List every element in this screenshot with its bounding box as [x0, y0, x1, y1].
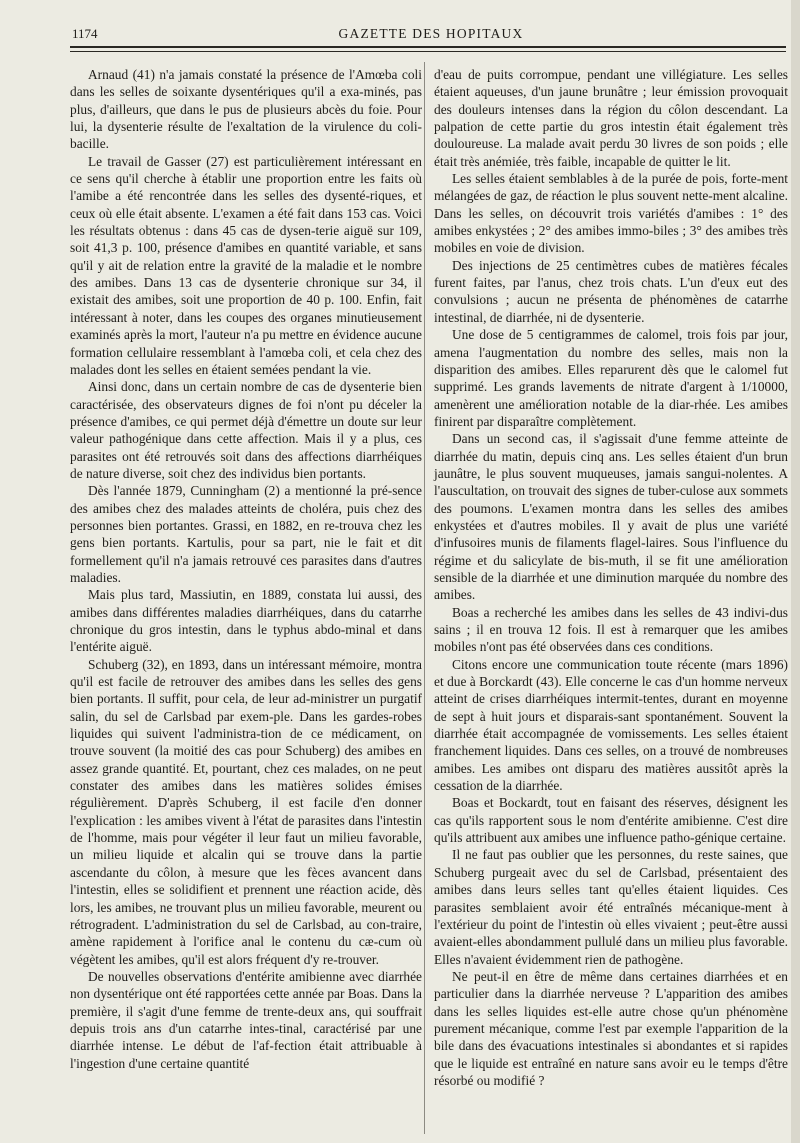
paragraph: Schuberg (32), en 1893, dans un intéressant mémoire, montra qu'il est facile de retrouver des amibes dans les selles des gens bien portants. Il suffit, pour cela, de leur ad-ministrer un purgatif salin, du sel de Carlsbad par exem-ple. Dans les gardes-robes liquides qui suivent l'administra-tion de ce médicament, on trouve souvent (la moitié des cas pour Schuberg) des amibes en assez grande quantité. Et, pourtant, chez ces malades, on ne peut constater des amibes dans les matières solides émises régulièrement. D'après Schuberg, il est facile d'en donner l'explication : les amibes vivent à l'état de parasites dans l'intestin de l'homme, mais pour végéter il leur faut un milieu favorable, un milieu liquide et alcalin qui se trouve dans la partie ascendante du côlon, à mesure que les fèces avancent dans l'intestin, elles se solidifient et prennent une réaction acide, dès lors, les amibes, ne trouvant plus un milieu favorable, meurent ou rétrogradent. L'administration du sel de Carlsbad, au con-traire, amène rapidement à l'orifice anal le contenu du cæ-cum où végètent les amibes, qu'il est alors fréquent d'y re-trouver.: [70, 656, 422, 967]
paragraph: Mais plus tard, Massiutin, en 1889, constata lui aussi, des amibes dans différentes maladies diarrhéiques, dans du catarrhe chronique du gros intestin, dans le typhus abdo-minal et dans l'entérite aiguë.: [70, 587, 422, 655]
paragraph: Dans un second cas, il s'agissait d'une femme atteinte de diarrhée du matin, depuis cinq ans. Les selles étaient d'un brun jaunâtre, le plus souvent muqueuses, jamais sangui-nolentes. A l'auscultation, on trouvait des signes de tuber-culose aux sommets des poumons. L'examen montra dans les selles des amibes enkystées et d'autres mobiles. Il y avait de plus une variété d'infusoires munis de filaments flagel-laires. Sous l'influence du régime et du salicylate de bis-muth, il se fit une amélioration sensible de la diarrhée et une diminution marquée du nombre des amibes.: [434, 431, 788, 603]
running-head: GAZETTE DES HOPITAUX: [338, 26, 524, 41]
paragraph: Boas a recherché les amibes dans les selles de 43 indivi-dus sains ; il en trouva 12 fois. Il est à remarquer que les amibes mobiles n'ont pas été observées dans ces conditions.: [434, 604, 788, 655]
paragraph: Les selles étaient semblables à de la purée de pois, forte-ment mélangées de gaz, de réaction le plus souvent nette-ment alcaline. Dans les selles, on découvrit trois variétés d'amibes : 1° des amibes enkystées ; 2° des amibes immo-biles ; 3° des amibes très mobiles en voie de division.: [434, 171, 788, 256]
paragraph: Ne peut-il en être de même dans certaines diarrhées et en particulier dans la diarrhée nerveuse ? L'apparition des amibes dans les selles liquides est-elle autre chose qu'un phénomène purement mécanique, comme l'est par exemple l'apparition de la bile dans des évacuations intestinales si abondantes et si rapides que le liquide est entraîné en nature sans avoir eu le temps d'être résorbé ou modifié ?: [434, 968, 788, 1088]
left-column: [70, 66, 422, 1072]
paragraph: Des injections de 25 centimètres cubes de matières fécales furent faites, par l'anus, chez trois chats. L'un d'eux eut des convulsions ; aucun ne présenta de phénomènes de catarrhe intestinal, de diarrhée, ni de dysenterie.: [434, 257, 788, 325]
header-rule-thick: [70, 46, 786, 48]
column-divider: [424, 62, 425, 1134]
paragraph: Ainsi donc, dans un certain nombre de cas de dysenterie bien caractérisée, des observateurs dignes de foi n'ont pu déceler la présence d'amibes, ce qui permet déjà d'émettre un doute sur leur valeur pathogénique dans cette affection. Mais il y a plus, ces parasites ont été retrouvés soit dans des affections diarrhéiques de nature diverse, soit chez des individus bien portants.: [70, 379, 422, 481]
page-number: 1174: [72, 26, 98, 41]
paragraph: Citons encore une communication toute récente (mars 1896) et due à Borckardt (43). Elle concerne le cas d'un homme nerveux atteint de crises diarrhéiques intermit-tentes, durant en moyenne de sept à huit jours et disparais-sant spontanément. Souvent la diarrhée était accompagnée de vomissements. Les selles étaient franchement liquides. Dans ces selles, on a trouvé de nombreuses amibes. Les amibes ont disparu des matières aussitôt après la cessation de la diarrhée.: [434, 656, 788, 794]
paragraph: Il ne faut pas oublier que les personnes, du reste saines, que Schuberg purgeait avec du sel de Carlsbad, présentaient des amibes dans leurs selles tant qu'elles étaient liquides. Ces parasites semblaient avoir été entraînés mécanique-ment à l'extérieur du point de l'intestin où elles vivaient ; peut-être aussi avaient-elles abondamment pullulé dans un milieu plus favorable. Elles n'avaient évidemment rien de pathogène.: [434, 847, 788, 967]
paragraph: De nouvelles observations d'entérite amibienne avec diarrhée non dysentérique ont été rapportées cette année par Boas. Dans la première, il s'agit d'une femme de trente-deux ans, qui souffrait depuis trois ans d'un catarrhe intes-tinal, caractérisé par une diarrhée intense. Le début de l'af-fection était attribuable à l'ingestion d'une certaine quantité: [70, 968, 422, 1071]
page-header: [70, 22, 792, 44]
paragraph: Dès l'année 1879, Cunningham (2) a mentionné la pré-sence des amibes chez des malades atteints de choléra, puis chez des personnes bien portantes. Grassi, en 1882, en re-trouva chez les gens bien portants. Kartulis, pour sa part, nie le fait et dit formellement qu'il n'a jamais retrouvé ces parasites dans d'autres maladies.: [70, 483, 422, 585]
paragraph: d'eau de puits corrompue, pendant une villégiature. Les selles étaient aqueuses, d'un jaune brunâtre ; leur émission provoquait des douleurs intenses dans la région du côlon descendant. La palpation de cette partie du gros intestin était également très douloureuse. La malade avait perdu 30 livres de son poids ; elle était très anémiée, très faible, incapable de quitter le lit.: [434, 67, 788, 169]
right-column: [434, 66, 788, 1089]
header-rule-thin: [70, 51, 786, 52]
paragraph: Arnaud (41) n'a jamais constaté la présence de l'Amœba coli dans les selles de soixante dysentériques qu'il a exa-minés, pas plus, d'ailleurs, que dans le pus de plusieurs abcès du foie. Pour lui, la dysenterie résulte de l'exaltation de la virulence du coli-bacille.: [70, 67, 422, 152]
paragraph: Une dose de 5 centigrammes de calomel, trois fois par jour, amena l'augmentation du nombre des selles, mais non la disparition des amibes. Elles reparurent dès que le calomel fut supprimé. Les grands lavements de nitrate d'argent à 1/10000, amenèrent une amélioration notable de la diar-rhée. Les amibes finirent par disparaître complètement.: [434, 327, 788, 429]
paragraph: Boas et Bockardt, tout en faisant des réserves, désignent les cas qu'ils rapportent sous le nom d'entérite amibienne. C'est dire qu'ils attribuent aux amibes une influence patho-génique certaine.: [434, 795, 788, 846]
paragraph: Le travail de Gasser (27) est particulièrement intéressant en ce sens qu'il cherche à établir une proportion entre les faits où l'amibe a été rencontrée dans les selles des dysenté-riques, et ceux où elle était absente. L'examen a été fait dans 153 cas. Voici les résultats obtenus : dans 45 cas de dysen-terie aiguë sur 109, soit 41,3 p. 100, présence d'amibes en quantité variable, et sans qu'il y ait de relation entre la gravité de la maladie et le nombre des amibes. Dans 13 cas de dysenterie chronique sur 34, il existait des amibes, soit une proportion de 40 p. 100. Enfin, fait intéressant à noter, dans les coupes des organes minutieusement examinés après la mort, l'auteur n'a pu mettre en évidence aucune formation cellulaire ressemblant à l'amœba coli, et cela chez des malades dont les selles en étaient semées pendant la vie.: [70, 153, 422, 377]
page-edge: [791, 0, 800, 1143]
